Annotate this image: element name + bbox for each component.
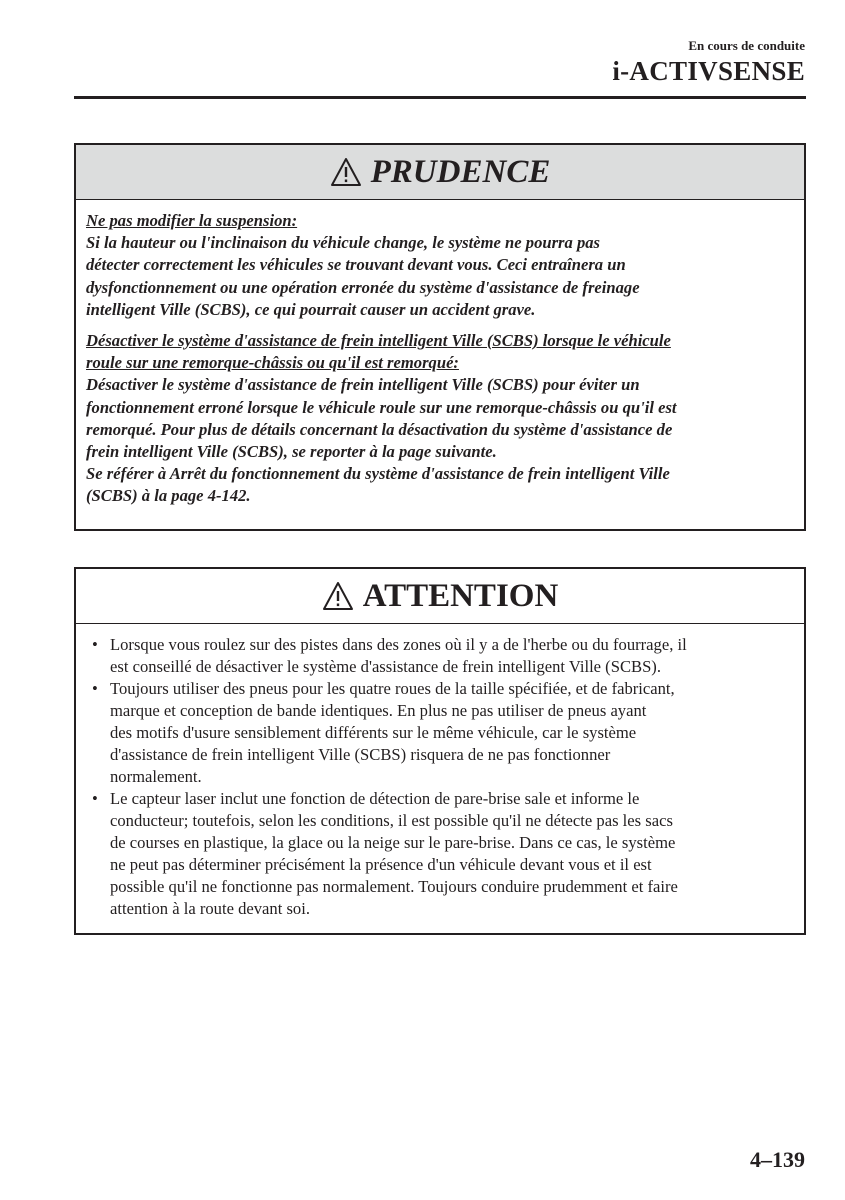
- warning-triangle-icon: [330, 157, 362, 187]
- bullet: •: [92, 789, 98, 808]
- prudence-paragraph: [86, 210, 790, 321]
- attention-body: [76, 624, 804, 920]
- text-line: possible qu'il ne fonctionne pas normalement. Toujours conduire prudemment et faire: [110, 877, 678, 896]
- prudence-paragraph: [86, 330, 790, 508]
- text-line: fonctionnement erroné lorsque le véhicule roule sur une remorque-châssis ou qu'il est: [86, 397, 677, 417]
- text-line: intelligent Ville (SCBS), ce qui pourrait causer un accident grave.: [86, 299, 536, 319]
- header-rule: [74, 96, 806, 99]
- attention-box: [74, 567, 806, 935]
- text-line: est conseillé de désactiver le système d'assistance de frein intelligent Ville (SCBS).: [110, 657, 661, 676]
- bullet: •: [92, 679, 98, 698]
- text-line: remorqué. Pour plus de détails concernant la désactivation du système d'assistance de: [86, 419, 673, 439]
- text-line: de courses en plastique, la glace ou la neige sur le pare-brise. Dans ce cas, le système: [110, 833, 676, 852]
- list-item: [90, 788, 790, 920]
- text-line: attention à la route devant soi.: [110, 899, 310, 918]
- text-line: Se référer à Arrêt du fonctionnement du système d'assistance de frein intelligent Ville: [86, 464, 670, 484]
- section-title: En cours de conduite: [688, 38, 805, 53]
- prudence-paragraph-heading: [86, 330, 790, 374]
- text-line: Le capteur laser inclut une fonction de détection de pare-brise sale et informe le: [110, 789, 640, 808]
- list-item: [90, 678, 790, 788]
- list-item: [90, 634, 790, 678]
- warning-triangle-icon: [322, 581, 354, 611]
- prudence-box: [74, 143, 806, 531]
- attention-list: [90, 634, 790, 920]
- text-line: d'assistance de frein intelligent Ville (SCBS) risquera de ne pas fonctionner: [110, 745, 611, 764]
- attention-title-bar: [76, 569, 804, 624]
- text-line: Lorsque vous roulez sur des pistes dans des zones où il y a de l'herbe ou du fourrage, il: [110, 635, 687, 654]
- text-line: détecter correctement les véhicules se trouvant devant vous. Ceci entraînera un: [86, 255, 626, 275]
- text-line: normalement.: [110, 767, 202, 786]
- text-line: Désactiver le système d'assistance de frein intelligent Ville (SCBS) pour éviter un: [86, 375, 640, 395]
- bullet: •: [92, 635, 98, 654]
- text-line: roule sur une remorque-châssis ou qu'il est remorqué:: [86, 353, 459, 373]
- prudence-title: PRUDENCE: [370, 153, 551, 190]
- text-line: Si la hauteur ou l'inclinaison du véhicule change, le système ne pourra pas: [86, 233, 601, 253]
- text-line: conducteur; toutefois, selon les conditions, il est possible qu'il ne détecte pas les sacs: [110, 811, 673, 830]
- chapter-title: i-ACTIVSENSE: [612, 56, 805, 86]
- prudence-title-bar: [76, 145, 804, 200]
- text-line: Toujours utiliser des pneus pour les quatre roues de la taille spécifiée, et de fabricant,: [110, 679, 675, 698]
- text-line: frein intelligent Ville (SCBS), se reporter à la page suivante.: [86, 442, 497, 462]
- attention-title: ATTENTION: [362, 577, 559, 614]
- text-line: dysfonctionnement ou une opération erronée du système d'assistance de freinage: [86, 277, 640, 297]
- prudence-paragraph-heading: [86, 210, 790, 232]
- prudence-body: [76, 200, 804, 508]
- text-line: ne peut pas déterminer précisément la présence d'un véhicule devant vous et il est: [110, 855, 652, 874]
- text-line: (SCBS) à la page 4-142.: [86, 486, 251, 506]
- page-number: 4–139: [750, 1147, 805, 1172]
- text-line: marque et conception de bande identiques. En plus ne pas utiliser de pneus ayant: [110, 701, 647, 720]
- text-line: Ne pas modifier la suspension:: [86, 211, 298, 230]
- text-line: des motifs d'usure sensiblement différents sur le même véhicule, car le système: [110, 723, 637, 742]
- page-header: [612, 38, 805, 86]
- text-line: Désactiver le système d'assistance de frein intelligent Ville (SCBS) lorsque le véhicule: [86, 331, 671, 351]
